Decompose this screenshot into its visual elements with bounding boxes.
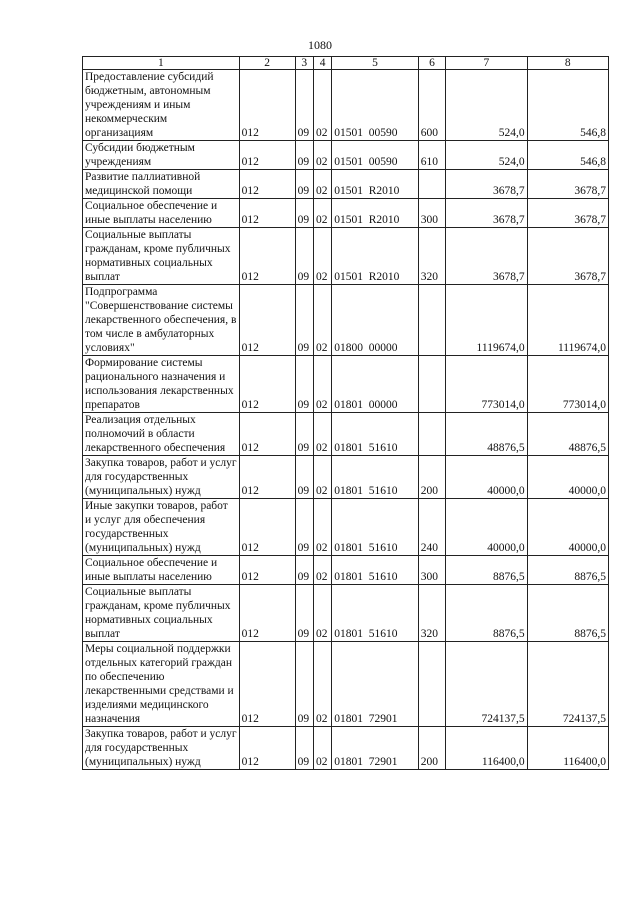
subsection-cell: 02 [313,456,331,499]
amount-year2-cell: 8876,5 [527,556,608,585]
row-name-cell: Иные закупки товаров, работ и услуг для обеспечения государственных (муниципальных) нужд [83,499,240,556]
subsection-cell: 02 [313,727,331,770]
target-article-cell: 01801 00000 [332,356,418,413]
amount-year1-cell: 524,0 [446,70,527,141]
row-name-cell: Реализация отдельных полномочий в области лекарственного обеспечения [83,413,240,456]
amount-year1-cell: 3678,7 [446,199,527,228]
expense-type-cell: 320 [418,585,445,642]
subsection-cell: 02 [313,199,331,228]
expense-type-cell [418,642,445,727]
amount-year1-cell: 40000,0 [446,499,527,556]
amount-year1-cell: 773014,0 [446,356,527,413]
expense-type-cell: 200 [418,727,445,770]
amount-year1-cell: 724137,5 [446,642,527,727]
grbs-cell: 012 [239,727,295,770]
col-header: 3 [295,57,313,70]
section-cell: 09 [295,199,313,228]
target-article-cell: 01800 00000 [332,285,418,356]
subsection-cell: 02 [313,499,331,556]
table-row [83,413,609,456]
expense-type-cell: 300 [418,199,445,228]
target-article-cell: 01801 51610 [332,413,418,456]
row-name-cell: Социальные выплаты гражданам, кроме публичных нормативных социальных выплат [83,228,240,285]
grbs-cell: 012 [239,228,295,285]
row-name-cell: Социальное обеспечение и иные выплаты населению [83,556,240,585]
amount-year2-cell: 40000,0 [527,456,608,499]
amount-year1-cell: 524,0 [446,141,527,170]
row-name-cell: Закупка товаров, работ и услуг для государственных (муниципальных) нужд [83,456,240,499]
table-row [83,199,609,228]
section-cell: 09 [295,727,313,770]
table-row [83,456,609,499]
grbs-cell: 012 [239,141,295,170]
section-cell: 09 [295,499,313,556]
subsection-cell: 02 [313,285,331,356]
row-name-cell: Социальное обеспечение и иные выплаты населению [83,199,240,228]
section-cell: 09 [295,228,313,285]
target-article-cell: 01501 00590 [332,141,418,170]
expense-type-cell: 600 [418,70,445,141]
amount-year1-cell: 116400,0 [446,727,527,770]
grbs-cell: 012 [239,499,295,556]
table-row [83,228,609,285]
col-header: 5 [332,57,418,70]
budget-table [82,56,609,770]
grbs-cell: 012 [239,642,295,727]
amount-year2-cell: 1119674,0 [527,285,608,356]
col-header: 1 [83,57,240,70]
amount-year2-cell: 40000,0 [527,499,608,556]
subsection-cell: 02 [313,228,331,285]
amount-year2-cell: 546,8 [527,141,608,170]
grbs-cell: 012 [239,199,295,228]
section-cell: 09 [295,556,313,585]
table-row [83,356,609,413]
section-cell: 09 [295,413,313,456]
table-row [83,170,609,199]
subsection-cell: 02 [313,70,331,141]
amount-year1-cell: 8876,5 [446,585,527,642]
target-article-cell: 01501 00590 [332,70,418,141]
subsection-cell: 02 [313,356,331,413]
row-name-cell: Формирование системы рационального назначения и использования лекарственных препаратов [83,356,240,413]
expense-type-cell [418,356,445,413]
section-cell: 09 [295,585,313,642]
grbs-cell: 012 [239,456,295,499]
table-row [83,499,609,556]
expense-type-cell [418,413,445,456]
page-number: 1080 [308,38,332,52]
grbs-cell: 012 [239,556,295,585]
amount-year2-cell: 773014,0 [527,356,608,413]
section-cell: 09 [295,642,313,727]
row-name-cell: Меры социальной поддержки отдельных категорий граждан по обеспечению лекарственными средствами и изделиями медицинского назначения [83,642,240,727]
section-cell: 09 [295,356,313,413]
grbs-cell: 012 [239,585,295,642]
amount-year1-cell: 8876,5 [446,556,527,585]
table-row [83,141,609,170]
section-cell: 09 [295,70,313,141]
col-header: 2 [239,57,295,70]
amount-year1-cell: 48876,5 [446,413,527,456]
amount-year2-cell: 3678,7 [527,228,608,285]
table-row [83,556,609,585]
amount-year1-cell: 3678,7 [446,170,527,199]
section-cell: 09 [295,141,313,170]
subsection-cell: 02 [313,141,331,170]
section-cell: 09 [295,170,313,199]
row-name-cell: Социальные выплаты гражданам, кроме публичных нормативных социальных выплат [83,585,240,642]
table-row [83,727,609,770]
target-article-cell: 01801 72901 [332,727,418,770]
table-row [83,285,609,356]
amount-year1-cell: 1119674,0 [446,285,527,356]
header-row [83,57,609,70]
row-name-cell: Предоставление субсидий бюджетным, автономным учреждениям и иным некоммерческим организациям [83,70,240,141]
row-name-cell: Развитие паллиативной медицинской помощи [83,170,240,199]
expense-type-cell: 240 [418,499,445,556]
grbs-cell: 012 [239,170,295,199]
grbs-cell: 012 [239,70,295,141]
expense-type-cell [418,170,445,199]
grbs-cell: 012 [239,356,295,413]
target-article-cell: 01801 51610 [332,585,418,642]
amount-year1-cell: 3678,7 [446,228,527,285]
amount-year2-cell: 546,8 [527,70,608,141]
row-name-cell: Субсидии бюджетным учреждениям [83,141,240,170]
target-article-cell: 01801 72901 [332,642,418,727]
target-article-cell: 01801 51610 [332,556,418,585]
col-header: 4 [313,57,331,70]
subsection-cell: 02 [313,170,331,199]
amount-year2-cell: 3678,7 [527,170,608,199]
grbs-cell: 012 [239,285,295,356]
table-row [83,70,609,141]
amount-year1-cell: 40000,0 [446,456,527,499]
expense-type-cell: 610 [418,141,445,170]
expense-type-cell: 300 [418,556,445,585]
table-row [83,642,609,727]
row-name-cell: Закупка товаров, работ и услуг для государственных (муниципальных) нужд [83,727,240,770]
grbs-cell: 012 [239,413,295,456]
target-article-cell: 01801 51610 [332,499,418,556]
expense-type-cell [418,285,445,356]
target-article-cell: 01801 51610 [332,456,418,499]
amount-year2-cell: 3678,7 [527,199,608,228]
row-name-cell: Подпрограмма "Совершенствование системы лекарственного обеспечения, в том числе в амбулаторных условиях" [83,285,240,356]
subsection-cell: 02 [313,413,331,456]
amount-year2-cell: 724137,5 [527,642,608,727]
subsection-cell: 02 [313,585,331,642]
col-header: 6 [418,57,445,70]
expense-type-cell: 320 [418,228,445,285]
expense-type-cell: 200 [418,456,445,499]
target-article-cell: 01501 R2010 [332,199,418,228]
target-article-cell: 01501 R2010 [332,228,418,285]
section-cell: 09 [295,456,313,499]
subsection-cell: 02 [313,642,331,727]
amount-year2-cell: 8876,5 [527,585,608,642]
amount-year2-cell: 48876,5 [527,413,608,456]
section-cell: 09 [295,285,313,356]
col-header: 8 [527,57,608,70]
subsection-cell: 02 [313,556,331,585]
table-row [83,585,609,642]
col-header: 7 [446,57,527,70]
amount-year2-cell: 116400,0 [527,727,608,770]
target-article-cell: 01501 R2010 [332,170,418,199]
